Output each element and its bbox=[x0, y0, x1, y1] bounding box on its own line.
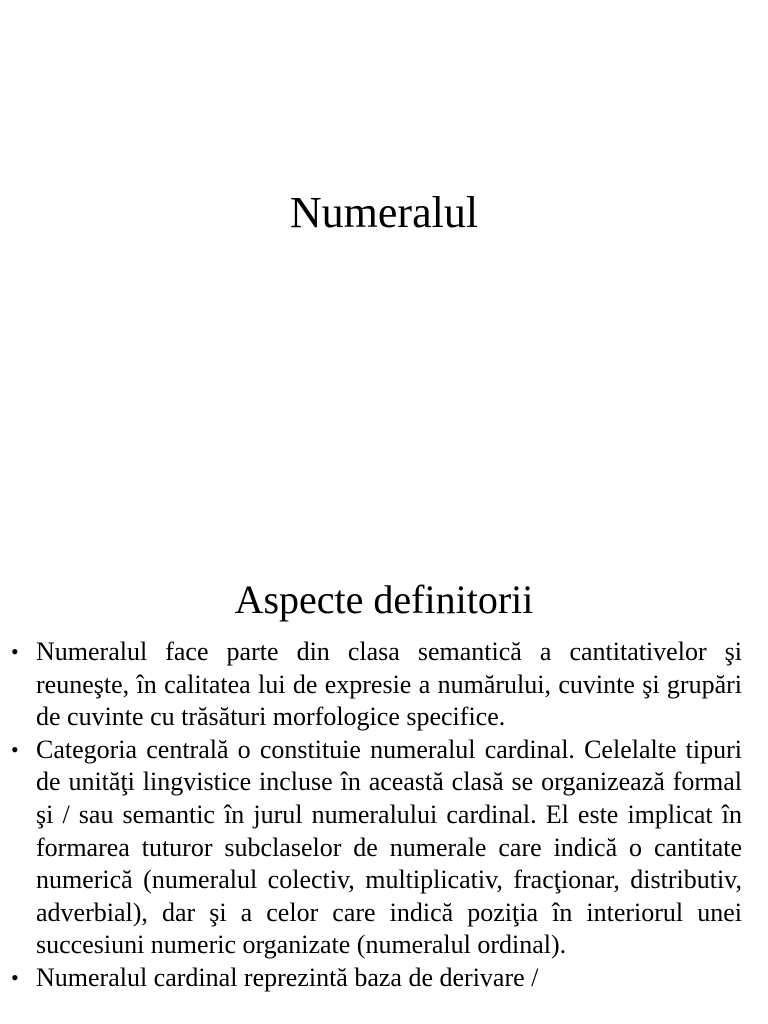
section-heading: Aspecte definitorii bbox=[234, 577, 534, 622]
bullet-text: Numeralul cardinal reprezintă baza de derivare / bbox=[36, 962, 539, 992]
bullet-text: Numeralul face parte din clasa semantică a cantitativelor şi reuneşte, în calitatea lui de expresie a numărului, cuvinte şi grupări de cuvinte cu trăsături morfologice specifice. bbox=[36, 637, 742, 732]
bullet-dot-icon: • bbox=[11, 964, 19, 990]
bullet-item bbox=[0, 962, 768, 995]
bullet-item bbox=[0, 636, 768, 734]
bullet-item bbox=[0, 734, 768, 962]
bullet-list bbox=[0, 636, 768, 995]
bullet-text: Categoria centrală o constituie numeralul cardinal. Celelalte tipuri de unităţi lingvistice incluse în această clasă se organizează formal şi / sau semantic în jurul numeralului cardinal. El este implicat în formarea tuturor subclaselor de numerale care indică o cantitate numerică (numeralul colectiv, multiplicativ, fracţionar, distributiv, adverbial), dar şi a celor care indică poziţia în interiorul unei succesiuni numeric organizate (numeralul ordinal). bbox=[36, 734, 742, 960]
slide-title: Numeralul bbox=[289, 188, 479, 237]
bullet-dot-icon: • bbox=[11, 639, 19, 664]
bullet-dot-icon: • bbox=[11, 736, 19, 762]
